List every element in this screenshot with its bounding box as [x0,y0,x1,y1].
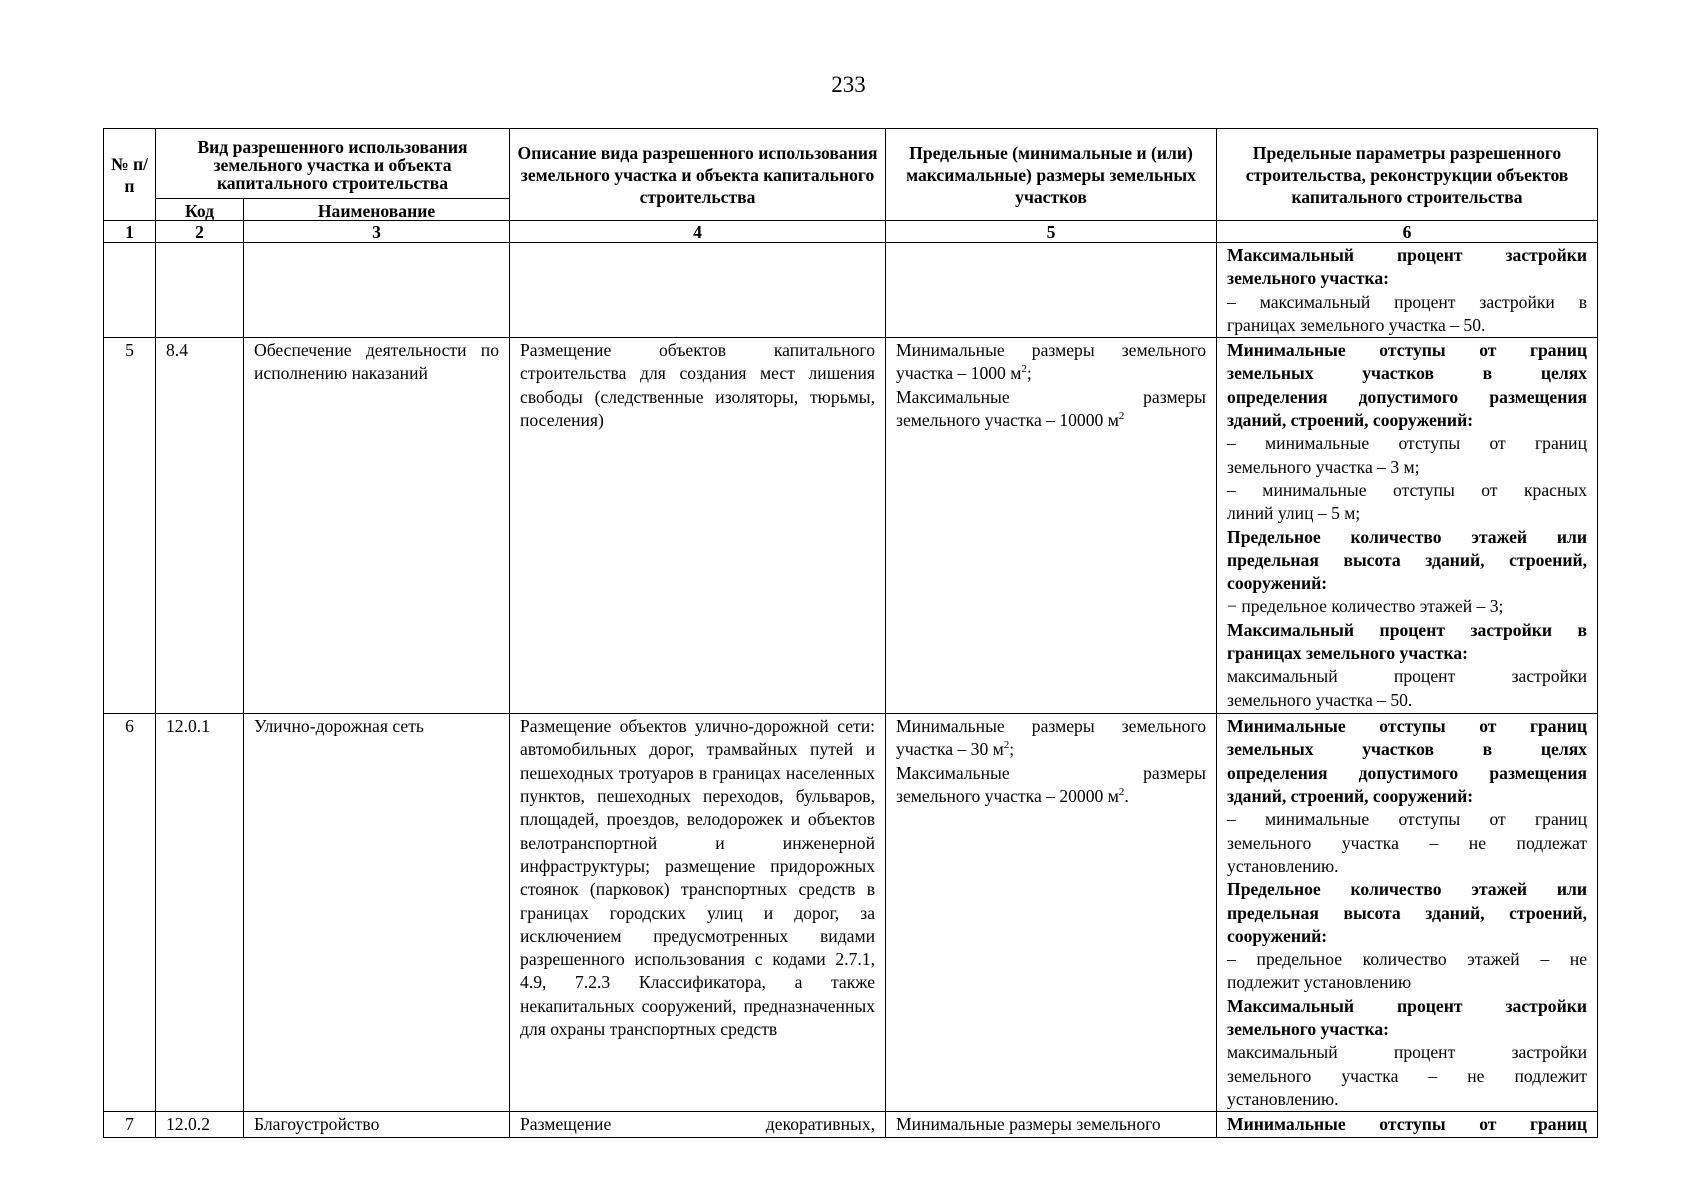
params-heading-line: предельная высота зданий, строений, [1227,549,1588,570]
header-sizes: Предельные (минимальные и (или) максимальные) размеры земельных участков [886,129,1217,221]
params-heading-line: земельного участка: [1227,1019,1390,1040]
params-heading-line: Максимальный процент застройки [1227,245,1588,265]
header-description: Описание вида разрешенного использования земельного участка и объекта капитального строительства [510,129,886,221]
params-heading-line: Минимальные отступы от границ [1227,340,1588,361]
header-use-type: Вид разрешенного использования земельного участка и объекта капитального строительства [156,129,510,199]
params-line: Минимальные отступы от границ [1227,1114,1588,1135]
table-row [104,338,1598,714]
cell-description [510,1112,886,1137]
params-heading-line: сооружений: [1227,573,1328,594]
params-heading-line: Максимальный процент застройки в [1227,619,1588,640]
sizes-line: Максимальные размеры [896,762,1207,783]
sizes-value-line [896,409,1206,432]
header-index-2: 2 [156,221,244,243]
params-text-line: – минимальные отступы от границ [1227,809,1588,830]
params-text-line: – предельное количество этажей – не [1227,949,1588,970]
land-use-table [103,128,1598,1138]
sizes-line: Минимальные размеры земельного [896,340,1207,361]
unit-superscript: 2 [1021,363,1027,376]
params-text-line: земельного участка – не подлежат [1227,832,1588,853]
cell-description [510,243,886,338]
unit-superscript: 2 [1118,410,1125,423]
params-text-line: земельного участка – 50. [1227,689,1413,710]
cell-code: 12.0.1 [156,714,244,1112]
header-index-5: 5 [886,221,1217,243]
cell-sizes [886,714,1217,1112]
params-heading-line: земельных участков в целях [1227,739,1588,760]
header-index-1: 1 [104,221,156,243]
sizes-line: Минимальные размеры земельного [896,716,1207,737]
params-text-line: подлежит установлению [1227,972,1412,993]
params-text-line: земельного участка – не подлежит [1227,1065,1588,1086]
sizes-value: земельного участка – 10000 м [896,410,1119,431]
cell-params [1217,1112,1598,1137]
params-heading-line: предельная высота зданий, строений, [1227,902,1588,923]
params-heading-line: определения допустимого размещения [1227,386,1588,407]
header-index-6: 6 [1217,221,1598,243]
cell-params [1217,714,1598,1112]
params-text-line: установлению. [1227,855,1339,876]
cell-code: 8.4 [156,338,244,714]
header-index-4: 4 [510,221,886,243]
cell-description: Размещение объектов капитального строительства для создания мест лишения свободы (следственные изоляторы, тюрьмы, поселения) [510,338,886,714]
params-heading-line: границах земельного участка: [1227,643,1469,664]
params-text-line: – минимальные отступы от красных [1227,479,1588,500]
params-heading-line: земельного участка: [1227,268,1390,289]
sizes-value: земельного участка – 20000 м [896,786,1119,807]
params-heading-line: Максимальный процент застройки [1227,995,1588,1016]
unit-superscript: 2 [1003,739,1010,752]
cell-code [156,243,244,338]
cell-sizes [886,243,1217,338]
cell-name [244,243,510,338]
params-heading-line: зданий, строений, сооружений: [1227,410,1474,431]
cell-sizes [886,1112,1217,1137]
table-row [104,243,1598,338]
sizes-tail: ; [1026,363,1032,384]
header-index-3: 3 [244,221,510,243]
params-heading-line: сооружений: [1227,925,1328,946]
params-text-line: максимальный процент застройки [1227,666,1588,687]
sizes-line: Максимальные размеры [896,386,1207,407]
cell-num: 7 [104,1112,156,1137]
params-text-line: – минимальные отступы от границ [1227,433,1588,454]
cell-description: Размещение объектов улично-дорожной сети: автомобильных дорог, трамвайных путей и пешеходных тротуаров в границах населенных пунктов, пешеходных переходов, бульваров, площадей, проездов, велодорожек и объектов велотранспортной и инженерной инфраструктуры; размещение придорожных стоянок (парковок) транспортных средств в границах городских улиц и дорог, за исключением предусмотренных видами разрешенного использования с кодами 2.7.1, 4.9, 7.2.3 Классификатора, а также некапитальных сооружений, предназначенных для охраны транспортных средств [510,714,886,1112]
cell-name: Улично-дорожная сеть [244,714,510,1112]
params-heading-line: земельных участков в целях [1227,363,1588,384]
params-heading-line: Минимальные отступы от границ [1227,716,1588,737]
sizes-value: участка – 30 м [896,739,1004,760]
sizes-tail: . [1124,786,1129,807]
params-text-line: − предельное количество этажей – 3; [1227,596,1504,617]
sizes-value-line [896,738,1206,761]
header-params: Предельные параметры разрешенного строительства, реконструкции объектов капитального строительства [1217,129,1598,221]
cell-num: 6 [104,714,156,1112]
sizes-value-line [896,362,1206,385]
params-text-line: линий улиц – 5 м; [1227,503,1361,524]
params-heading-line: Предельное количество этажей или [1227,879,1588,900]
params-heading-line: Предельное количество этажей или [1227,526,1588,547]
params-text-line: максимальный процент застройки [1227,1042,1588,1063]
params-text-line: границах земельного участка – 50. [1227,314,1486,335]
table-row [104,714,1598,1112]
sizes-line: Минимальные размеры земельного [896,1114,1161,1135]
cell-params [1217,243,1598,338]
cell-params [1217,338,1598,714]
params-text-line: установлению. [1227,1088,1339,1109]
cell-num [104,243,156,338]
table-row [104,1112,1598,1137]
header-name: Наименование [244,199,510,221]
params-text-line: земельного участка – 3 м; [1227,456,1420,477]
header-code: Код [156,199,244,221]
cell-name: Благоустройство [244,1112,510,1137]
params-heading-line: определения допустимого размещения [1227,762,1588,783]
header-num: № п/п [104,129,156,221]
params-heading-line: зданий, строений, сооружений: [1227,786,1474,807]
description-line: Размещение декоративных, [520,1114,876,1135]
sizes-value-line [896,785,1206,808]
params-text-line: – максимальный процент застройки в [1227,291,1588,312]
unit-superscript: 2 [1118,786,1125,799]
cell-name: Обеспечение деятельности по исполнению наказаний [244,338,510,714]
cell-sizes [886,338,1217,714]
sizes-tail: ; [1009,739,1015,760]
page-number: 233 [831,72,866,97]
sizes-value: участка – 1000 м [896,363,1022,384]
cell-num: 5 [104,338,156,714]
cell-code: 12.0.2 [156,1112,244,1137]
